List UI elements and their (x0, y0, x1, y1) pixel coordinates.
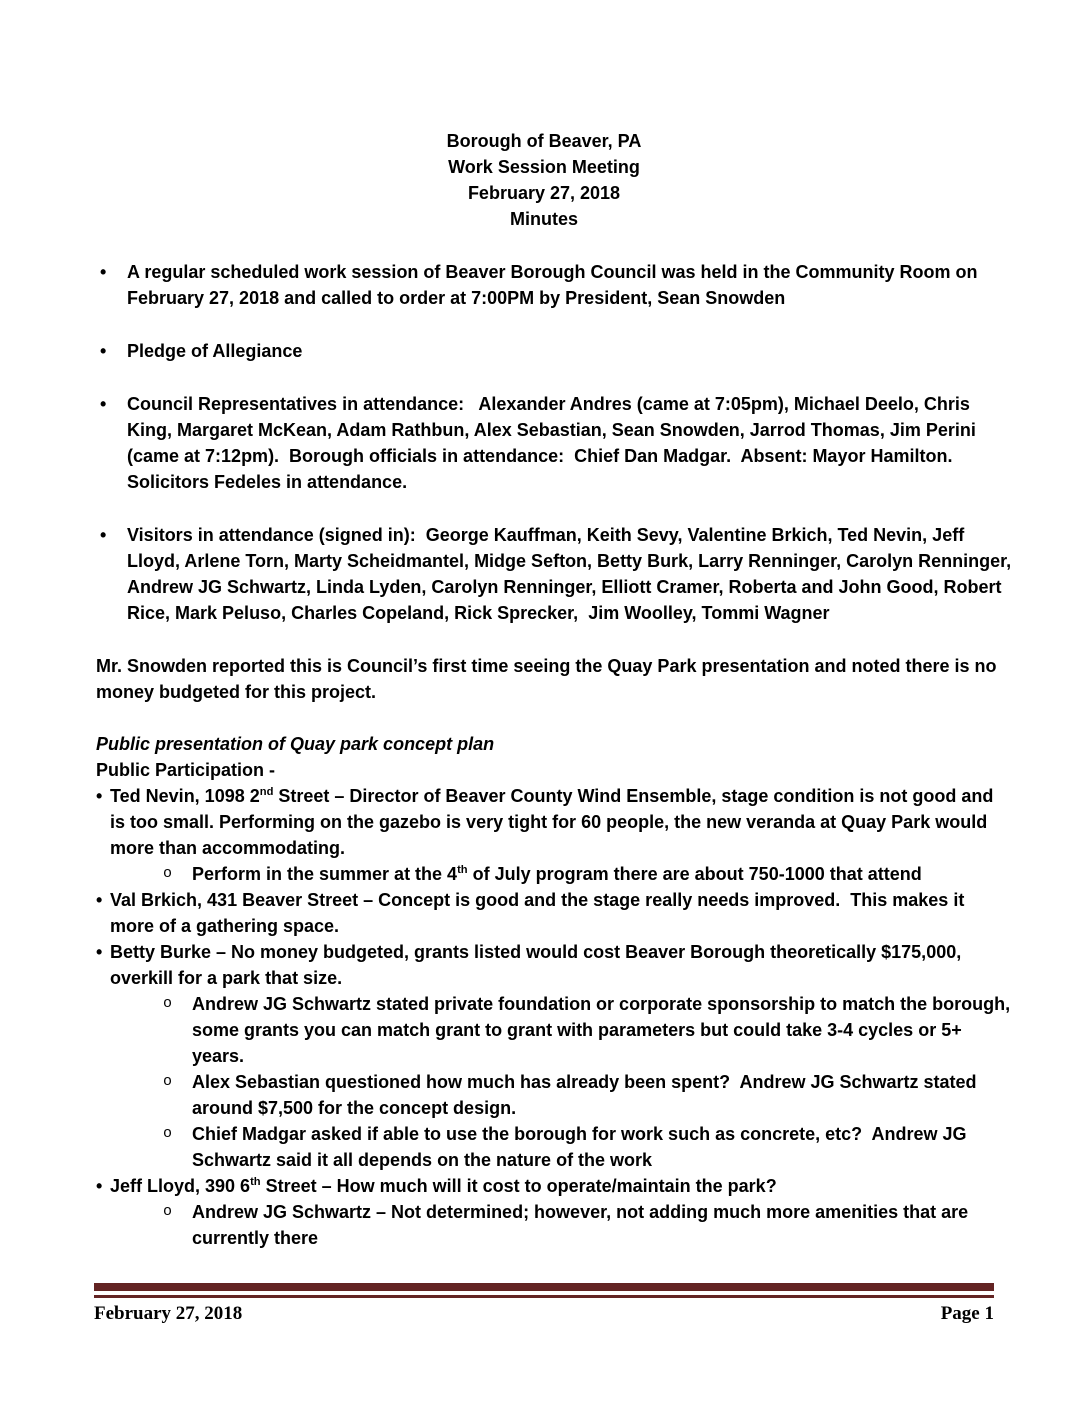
list-subitem (96, 1199, 1012, 1251)
bullet-icon: • (96, 942, 103, 962)
circle-bullet-icon: o (163, 1073, 173, 1090)
bullet-icon: • (96, 1176, 103, 1196)
list-item (96, 391, 1012, 495)
document-title-block (96, 128, 992, 232)
footer-rule-thin (94, 1295, 994, 1298)
list-item-text: Val Brkich, 431 Beaver Street – Concept is good and the stage really needs improved. This makes it more of a gathering space. (110, 890, 970, 936)
title-line-minutes: Minutes (509, 209, 578, 229)
list-subitem (96, 1069, 1012, 1121)
list-item (96, 939, 1012, 991)
meeting-summary-list (96, 259, 1016, 626)
public-participation-list (96, 783, 1016, 1251)
circle-bullet-icon: o (163, 1125, 173, 1142)
list-subitem (96, 1121, 1012, 1173)
list-item-text: Perform in the summer at the 4th of July program there are about 750-1000 that attend (192, 864, 922, 884)
list-item-text: Chief Madgar asked if able to use the borough for work such as concrete, etc? Andrew JG Schwartz said it all depends on the nature of the work (192, 1124, 972, 1170)
list-item (96, 338, 1012, 364)
document-content (96, 128, 1016, 1251)
section-heading: Public presentation of Quay park concept plan (96, 734, 495, 754)
bullet-icon: • (100, 341, 107, 361)
list-item-text: Council Representatives in attendance: Alexander Andres (came at 7:05pm), Michael Deelo, Chris King, Margaret McKean, Adam Rathbun, Alex Sebastian, Sean Snowden, Jarrod Thomas, Jim Perini (came at 7:12pm). Borough officials in attendance: Chief Dan Madgar. Absent: Mayor Hamilton. Solicitors Fedeles in attendance. (127, 394, 981, 492)
narrative-paragraph: Mr. Snowden reported this is Council’s first time seeing the Quay Park presentation and noted there is no money budgeted for this project. (96, 656, 1002, 702)
list-item (96, 259, 1012, 311)
title-line-org: Borough of Beaver, PA (446, 131, 642, 151)
list-item-text: Betty Burke – No money budgeted, grants listed would cost Beaver Borough theoretically $175,000, overkill for a park that size. (110, 942, 967, 988)
list-item-text: Visitors in attendance (signed in): George Kauffman, Keith Sevy, Valentine Brkich, Ted Nevin, Jeff Lloyd, Arlene Torn, Marty Scheidmantel, Midge Sefton, Betty Burk, Larry Renninger, Carolyn Renninger, Andrew JG Schwartz, Linda Lyden, Carolyn Renninger, Elliott Cramer, Roberta and John Good, Robert Rice, Mark Peluso, Charles Copeland, Rick Sprecker, Jim Woolley, Tommi Wagner (127, 525, 1016, 623)
footer-rule-thick (94, 1283, 994, 1291)
list-subitem (96, 861, 1012, 887)
list-subitem (96, 991, 1016, 1069)
bullet-icon: • (96, 786, 103, 806)
list-item (96, 887, 1012, 939)
circle-bullet-icon: o (163, 1203, 173, 1220)
page-footer (94, 1283, 994, 1326)
ordinal-superscript: th (250, 1176, 261, 1188)
section-subheading: Public Participation - (96, 760, 276, 780)
bullet-icon: • (100, 262, 107, 282)
list-item-text: Andrew JG Schwartz stated private foundation or corporate sponsorship to match the borough, some grants you can match grant to grant with parameters but could take 3-4 cycles or 5+ years. (192, 994, 1016, 1066)
title-line-meeting-type: Work Session Meeting (448, 157, 640, 177)
footer-page-number: Page 1 (940, 1303, 994, 1324)
ordinal-superscript: th (457, 864, 468, 876)
bullet-icon: • (100, 525, 107, 545)
footer-text-row (94, 1302, 994, 1326)
list-item (96, 1173, 1012, 1199)
bullet-icon: • (96, 890, 103, 910)
ordinal-superscript: nd (259, 786, 274, 798)
list-item-text: A regular scheduled work session of Beaver Borough Council was held in the Community Room on February 27, 2018 and called to order at 7:00PM by President, Sean Snowden (127, 262, 983, 308)
list-item (96, 783, 1012, 861)
title-line-date: February 27, 2018 (467, 183, 621, 203)
bullet-icon: • (100, 394, 107, 414)
footer-date: February 27, 2018 (94, 1303, 243, 1324)
list-item-text: Ted Nevin, 1098 2nd Street – Director of Beaver County Wind Ensemble, stage condition is not good and is too small. Performing on the gazebo is very tight for 60 people, the new veranda at Quay Park would more than accommodating. (110, 786, 999, 858)
circle-bullet-icon: o (163, 995, 173, 1012)
list-item-text: Andrew JG Schwartz – Not determined; however, not adding much more amenities that are currently there (192, 1202, 974, 1248)
list-item-text: Pledge of Allegiance (127, 341, 303, 361)
list-item-text: Jeff Lloyd, 390 6th Street – How much will it cost to operate/maintain the park? (110, 1176, 777, 1196)
list-item (96, 522, 1016, 626)
list-item-text: Alex Sebastian questioned how much has already been spent? Andrew JG Schwartz stated around $7,500 for the concept design. (192, 1072, 982, 1118)
circle-bullet-icon: o (163, 865, 173, 882)
